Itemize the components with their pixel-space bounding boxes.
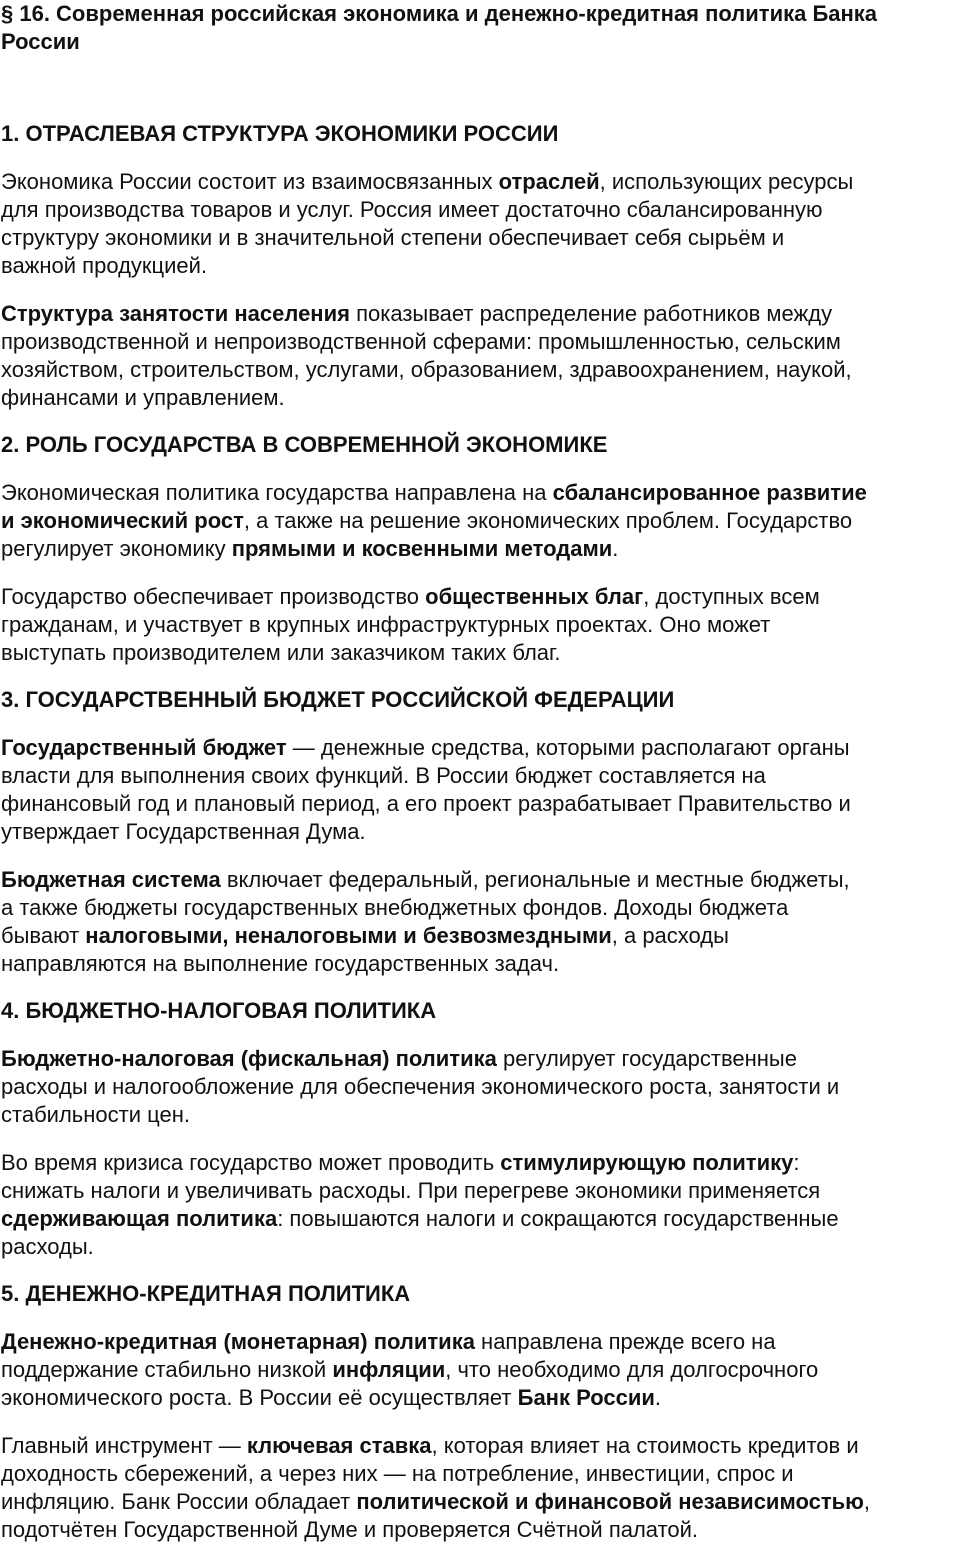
section-3-paragraph-1 — [1, 734, 962, 846]
section-4-paragraph-1 — [1, 1045, 962, 1129]
bold-term: Банк России — [517, 1385, 655, 1410]
text-line — [1, 356, 962, 384]
text-run: подотчётен Государственной Думе и проверяется Счётной палатой. — [1, 1517, 699, 1542]
text-line — [1, 894, 962, 922]
text-run: Государство обеспечивает производство — [1, 584, 426, 609]
text-line — [1, 224, 962, 252]
text-run: поддержание стабильно низкой — [1, 1357, 333, 1382]
bold-term: политической и финансовой независимостью — [356, 1489, 864, 1514]
text-line — [1, 168, 962, 196]
text-line — [1, 1233, 962, 1261]
text-run: расходы и налогообложение для обеспечения экономического роста, занятости и — [1, 1074, 840, 1099]
page-title: § 16. Современная российская экономика и денежно-кредитная политика Банка России — [1, 1, 878, 54]
bold-term: сдерживающая политика — [1, 1206, 278, 1231]
bold-term: прямыми и косвенными методами — [231, 536, 613, 561]
bold-term: Бюджетная система — [1, 867, 221, 892]
section-3-paragraph-2 — [1, 866, 962, 978]
text-line — [1, 1432, 962, 1460]
text-line — [1, 734, 962, 762]
text-run: направлена прежде всего на — [474, 1329, 776, 1354]
text-run: гражданам, и участвует в крупных инфраструктурных проектах. Оно может — [1, 612, 771, 637]
section-1-paragraph-1 — [1, 168, 962, 280]
section-2-paragraph-2 — [1, 583, 962, 667]
text-run: : повышаются налоги и сокращаются государственные — [277, 1206, 839, 1231]
text-run: Экономика России состоит из взаимосвязанных — [1, 169, 499, 194]
text-run: . — [612, 536, 619, 561]
text-line — [1, 818, 962, 846]
text-line — [1, 922, 962, 950]
text-run: . — [654, 1385, 662, 1410]
text-line — [1, 328, 962, 356]
bold-term: налоговыми, неналоговыми и безвозмездными — [85, 923, 612, 948]
bold-term: стимулирующую политику — [500, 1150, 794, 1175]
text-run: структуру экономики и в значительной степени обеспечивает себя сырьём и — [1, 225, 785, 250]
text-run: — денежные средства, которыми располагают органы — [286, 735, 850, 760]
text-line — [1, 1356, 962, 1384]
text-line — [1, 639, 962, 667]
section-heading-4: 4. БЮДЖЕТНО-НАЛОГОВАЯ ПОЛИТИКА — [1, 998, 437, 1023]
text-run: стабильности цен. — [1, 1102, 190, 1127]
text-run: , доступных всем — [643, 584, 820, 609]
text-run: регулирует государственные — [496, 1046, 797, 1071]
text-run: бывают — [1, 923, 86, 948]
text-line — [1, 1149, 962, 1177]
text-run: , — [863, 1489, 871, 1514]
text-line — [1, 1488, 962, 1516]
bold-term: общественных благ — [425, 584, 644, 609]
section-heading-1: 1. ОТРАСЛЕВАЯ СТРУКТУРА ЭКОНОМИКИ РОССИИ — [1, 121, 559, 146]
bold-term: инфляции — [332, 1357, 446, 1382]
text-run: власти для выполнения своих функций. В России бюджет составляется на — [1, 763, 766, 788]
text-line — [1, 790, 962, 818]
text-line — [1, 479, 962, 507]
text-run: расходы. — [1, 1234, 94, 1259]
text-run: финансами и управлением. — [1, 385, 285, 410]
text-line — [1, 535, 962, 563]
bold-term: и экономический рост — [1, 508, 244, 533]
bold-term: отраслей — [498, 169, 600, 194]
text-line — [1, 583, 962, 611]
text-line — [1, 1101, 962, 1129]
text-line — [1, 1460, 962, 1488]
text-run: для производства товаров и услуг. Россия имеет достаточно сбалансированную — [1, 197, 823, 222]
text-run: включает федеральный, региональные и местные бюджеты, — [220, 867, 850, 892]
text-line — [1, 300, 962, 328]
text-run: показывает распределение работников между — [349, 301, 833, 326]
text-run: снижать налоги и увеличивать расходы. При перегреве экономики применяется — [1, 1178, 821, 1203]
section-5-paragraph-1 — [1, 1328, 962, 1412]
text-line — [1, 1045, 962, 1073]
text-line — [1, 1177, 962, 1205]
text-line — [1, 866, 962, 894]
section-5-paragraph-2 — [1, 1432, 962, 1544]
text-run: , а расходы — [611, 923, 729, 948]
text-line — [1, 1516, 962, 1544]
section-heading-3: 3. ГОСУДАРСТВЕННЫЙ БЮДЖЕТ РОССИЙСКОЙ ФЕДЕРАЦИИ — [1, 687, 675, 712]
text-run: направляются на выполнение государственных задач. — [1, 951, 560, 976]
text-run: хозяйством, строительством, услугами, образованием, здравоохранением, наукой, — [1, 357, 852, 382]
text-run: Главный инструмент — — [1, 1433, 247, 1458]
section-2-paragraph-1 — [1, 479, 962, 563]
text-line — [1, 196, 962, 224]
text-run: производственной и непроизводственной сферами: промышленностью, сельским — [1, 329, 841, 354]
text-run: , которая влияет на стоимость кредитов и — [431, 1433, 859, 1458]
text-run: а также бюджеты государственных внебюджетных фондов. Доходы бюджета — [1, 895, 789, 920]
text-line — [1, 1205, 962, 1233]
section-heading-5: 5. ДЕНЕЖНО-КРЕДИТНАЯ ПОЛИТИКА — [1, 1281, 411, 1306]
bold-term: Денежно-кредитная (монетарная) политика — [1, 1329, 475, 1354]
bold-term: Бюджетно-налоговая (фискальная) политика — [1, 1046, 497, 1071]
text-run: выступать производителем или заказчиком таких благ. — [1, 640, 561, 665]
text-run: Во время кризиса государство может проводить — [1, 1150, 501, 1175]
text-line — [1, 252, 962, 280]
text-line — [1, 507, 962, 535]
bold-term: Структура занятости населения — [1, 301, 350, 326]
section-4-paragraph-2 — [1, 1149, 962, 1261]
text-run: доходность сбережений, а через них — на потребление, инвестиции, спрос и — [1, 1461, 794, 1486]
text-run: экономического роста. В России её осуществляет — [1, 1385, 518, 1410]
text-run: инфляцию. Банк России обладает — [1, 1489, 357, 1514]
text-run: , а также на решение экономических проблем. Государство — [243, 508, 853, 533]
text-line — [1, 1328, 962, 1356]
text-run: , использующих ресурсы — [599, 169, 854, 194]
text-run: , что необходимо для долгосрочного — [445, 1357, 819, 1382]
text-run: финансовый год и плановый период, а его проект разрабатывает Правительство и — [1, 791, 851, 816]
section-heading-2: 2. РОЛЬ ГОСУДАРСТВА В СОВРЕМЕННОЙ ЭКОНОМИКЕ — [1, 432, 608, 457]
section-1-paragraph-2 — [1, 300, 962, 412]
text-line — [1, 762, 962, 790]
text-line — [1, 1073, 962, 1101]
bold-term: Государственный бюджет — [1, 735, 287, 760]
bold-term: ключевая ставка — [246, 1433, 432, 1458]
text-line — [1, 1384, 962, 1412]
text-run: важной продукцией. — [1, 253, 208, 278]
text-line — [1, 950, 962, 978]
text-run: регулирует экономику — [1, 536, 232, 561]
text-run: утверждает Государственная Дума. — [1, 819, 366, 844]
text-line — [1, 384, 962, 412]
text-run: : — [793, 1150, 800, 1175]
text-run: Экономическая политика государства направлена на — [1, 480, 553, 505]
text-line — [1, 611, 962, 639]
bold-term: сбалансированное развитие — [552, 480, 867, 505]
